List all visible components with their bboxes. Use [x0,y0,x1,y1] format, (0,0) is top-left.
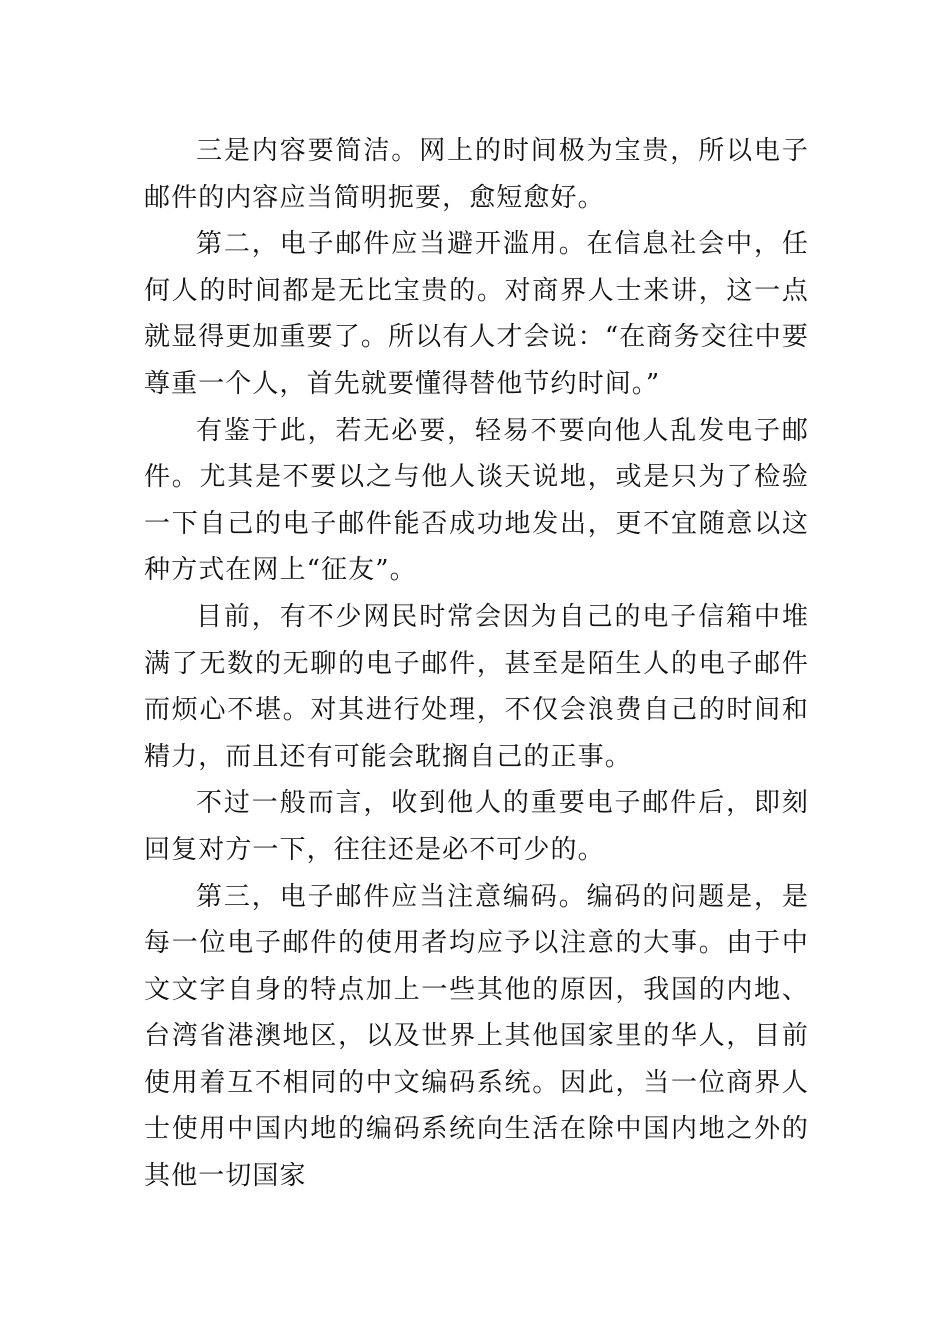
paragraph-no-unnecessary-mail: 有鉴于此，若无必要，轻易不要向他人乱发电子邮件。尤其是不要以之与他人谈天说地，或是只为了检验一下自己的电子邮件能否成功地发出，更不宜随意以这种方式在网上“征友”。 [144,415,809,586]
paragraph-content-concise: 三是内容要简洁。网上的时间极为宝贵，所以电子邮件的内容应当简明扼要，愈短愈好。 [144,136,809,213]
paragraph-encoding: 第三，电子邮件应当注意编码。编码的问题是，是每一位电子邮件的使用者均应予以注意的大事。由于中文文字自身的特点加上一些其他的原因，我国的内地、台湾省港澳地区，以及世界上其他国家里的华人，目前使用着互不相同的中文编码系统。因此，当一位商界人士使用中国内地的编码系统向生活在除中国内地之外的其他一切国家 [144,881,809,1192]
paragraph-reply-promptly: 不过一般而言，收到他人的重要电子邮件后，即刻回复对方一下，往往还是必不可少的。 [144,788,809,865]
paragraph-junk-mail-annoyance: 目前，有不少网民时常会因为自己的电子信箱中堆满了无数的无聊的电子邮件，甚至是陌生人的电子邮件而烦心不堪。对其进行处理，不仅会浪费自己的时间和精力，而且还有可能会耽搁自己的正事。 [144,601,809,772]
paragraph-avoid-abuse: 第二，电子邮件应当避开滥用。在信息社会中，任何人的时间都是无比宝贵的。对商界人士来讲，这一点就显得更加重要了。所以有人才会说：“在商务交往中要尊重一个人，首先就要懂得替他节约时间。” [144,229,809,399]
document-body [144,128,809,1200]
